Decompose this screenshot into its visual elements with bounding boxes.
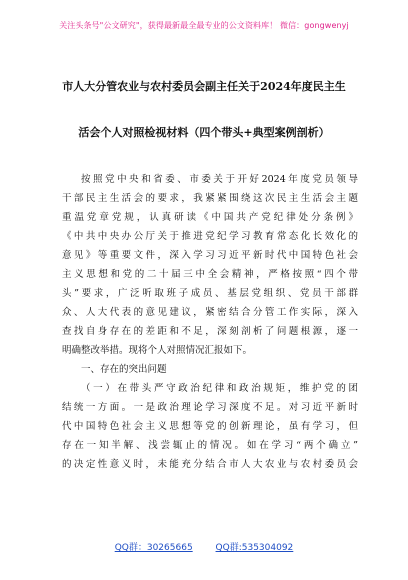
document-title-line-2: 活会个人对照检视材料（四个带头+典型案例剖析） <box>78 126 330 139</box>
paragraph-line: 重温党章党规，认真研读《中国共产党纪律处分条例》 <box>62 212 358 223</box>
header-banner: 关注头条号"公文研究"，获得最新最全最专业的公文资料库！ 微信：gongwenyj <box>59 21 349 30</box>
paragraph-line: 查找自身存在的差距和不足，深刻剖析了问题根源，逐一 <box>62 326 358 337</box>
footer <box>0 540 408 553</box>
paragraph-line: 存在一知半解、浅尝辄止的情况。如在学习“两个确立” <box>62 440 358 451</box>
section-heading: 一、存在的突出问题 <box>81 364 167 375</box>
qq-group-link-1[interactable]: QQ群：30265665 <box>114 543 193 553</box>
paragraph-line: 干部民主生活会的要求，我紧紧围绕这次民主生活会主题 <box>62 193 358 204</box>
paragraph-line: 意见》等重要文件，深入学习习近平新时代中国特色社会 <box>62 250 358 261</box>
document-title-line-1: 市人大分管农业与农村委员会副主任关于2024年度民主生 <box>62 80 346 93</box>
paragraph-line: 明确整改举措。现将个人对照情况汇报如下。 <box>62 345 253 356</box>
paragraph-line: 按照党中央和省委、市委关于开好2024年度党员领导 <box>81 174 358 185</box>
paragraph-line: 主义思想和党的二十届三中全会精神，严格按照“四个带 <box>62 269 358 280</box>
paragraph-line: 结统一方面。一是政治理论学习深度不足。对习近平新时 <box>62 402 358 413</box>
paragraph-line: 代中国特色社会主义思想等党的创新理论，虽有学习，但 <box>62 421 358 432</box>
paragraph-line: 众、人大代表的意见建议，紧密结合分管工作实际，深入 <box>62 307 358 318</box>
paragraph-line: 的决定性意义时，未能充分结合市人大农业与农村委员会 <box>62 459 358 470</box>
qq-group-link-2[interactable]: QQ群:535304092 <box>215 543 294 553</box>
paragraph-line: 《中共中央办公厅关于推进党纪学习教育常态化长效化的 <box>62 231 358 242</box>
paragraph-line: 头”要求，广泛听取班子成员、基层党组织、党员干部群 <box>62 288 358 299</box>
paragraph-line: （一）在带头严守政治纪律和政治规矩，维护党的团 <box>81 383 358 394</box>
document-body <box>62 170 358 474</box>
